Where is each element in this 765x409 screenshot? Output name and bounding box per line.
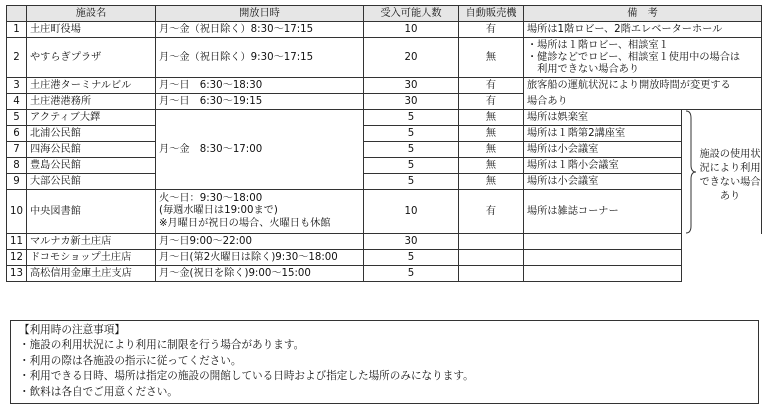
notes-item: ・施設の利用状況により利用に制限を行う場合があります。 bbox=[19, 339, 305, 352]
row-vending bbox=[459, 266, 524, 282]
blank-cell bbox=[682, 234, 762, 250]
header-remarks: 備 考 bbox=[524, 6, 762, 22]
header-capacity: 受入可能人数 bbox=[364, 6, 459, 22]
notes-item: ・飲料は各自でご用意ください。 bbox=[19, 385, 178, 398]
row-name: 高松信用金庫土庄支店 bbox=[27, 266, 156, 282]
table-row bbox=[7, 110, 762, 126]
row-no: 1 bbox=[7, 22, 27, 38]
row-remarks: 場所は娯楽室 bbox=[524, 110, 682, 126]
row-capacity: 30 bbox=[364, 94, 459, 110]
header-no bbox=[7, 6, 27, 22]
row-no: 10 bbox=[7, 190, 27, 234]
table-row bbox=[7, 94, 762, 110]
row-remarks: 場所は1階ロビー、2階エレベーターホール bbox=[524, 22, 762, 38]
row-hours: 月～金（祝日除く）8:30～17:15 bbox=[156, 22, 364, 38]
row-remarks: 旅客船の運航状況により開放時間が変更する bbox=[524, 78, 762, 94]
notes-title: 【利用時の注意事項】 bbox=[19, 324, 125, 336]
row-name: 大部公民館 bbox=[27, 174, 156, 190]
row-no: 4 bbox=[7, 94, 27, 110]
row-hours: 月～日(第2火曜日は除く)9:30～18:00 bbox=[156, 250, 364, 266]
row-vending: 有 bbox=[459, 22, 524, 38]
row-hours: 月～日 6:30～18:30 bbox=[156, 78, 364, 94]
row-name: 豊島公民館 bbox=[27, 158, 156, 174]
table-row bbox=[7, 250, 762, 266]
row-capacity: 5 bbox=[364, 250, 459, 266]
row-remarks: 場所は１階小会議室 bbox=[524, 158, 682, 174]
row-hours: 月～金 8:30～17:00 bbox=[156, 110, 364, 190]
row-remarks: 場所は小会議室 bbox=[524, 174, 682, 190]
row-remarks: 場合あり bbox=[524, 94, 762, 110]
row-vending: 無 bbox=[459, 174, 524, 190]
row-capacity: 20 bbox=[364, 38, 459, 78]
row-name: マルナカ新土庄店 bbox=[27, 234, 156, 250]
table-row bbox=[7, 142, 762, 158]
row-remarks bbox=[524, 250, 682, 266]
table-header-row bbox=[7, 6, 762, 22]
table-row bbox=[7, 158, 762, 174]
row-hours: 月～金（祝日除く）9:30～17:15 bbox=[156, 38, 364, 78]
remarks-line: ・健診などでロビー、相談室１使用中の場合は bbox=[527, 51, 741, 63]
row-capacity: 5 bbox=[364, 174, 459, 190]
row-hours: 月～日9:00～22:00 bbox=[156, 234, 364, 250]
table-row bbox=[7, 126, 762, 142]
remarks-line: 利用できない場合あり bbox=[527, 63, 640, 75]
row-vending: 無 bbox=[459, 110, 524, 126]
row-remarks bbox=[524, 38, 762, 78]
row-name: 北浦公民館 bbox=[27, 126, 156, 142]
row-no: 5 bbox=[7, 110, 27, 126]
table-row bbox=[7, 266, 762, 282]
blank-cell bbox=[682, 266, 762, 282]
row-vending: 無 bbox=[459, 158, 524, 174]
row-hours: 月～日 6:30～19:15 bbox=[156, 94, 364, 110]
row-no: 2 bbox=[7, 38, 27, 78]
row-capacity: 10 bbox=[364, 22, 459, 38]
table-row bbox=[7, 234, 762, 250]
header-name: 施設名 bbox=[27, 6, 156, 22]
row-name: 四海公民館 bbox=[27, 142, 156, 158]
row-name: ドコモショップ土庄店 bbox=[27, 250, 156, 266]
row-no: 11 bbox=[7, 234, 27, 250]
notes-item: ・利用できる日時、場所は指定の施設の開館している日時および指定した場所のみになります。 bbox=[19, 370, 474, 383]
row-capacity: 5 bbox=[364, 266, 459, 282]
row-no: 9 bbox=[7, 174, 27, 190]
remarks-line: ・場所は１階ロビー、相談室１ bbox=[527, 39, 669, 51]
row-no: 6 bbox=[7, 126, 27, 142]
table-row bbox=[7, 38, 762, 78]
usage-notes-box bbox=[10, 320, 759, 404]
header-hours: 開放日時 bbox=[156, 6, 364, 22]
row-no: 7 bbox=[7, 142, 27, 158]
hours-line: 火～日：9:30～18:00 bbox=[159, 192, 263, 204]
row-name: 土庄港ターミナルビル bbox=[27, 78, 156, 94]
row-no: 13 bbox=[7, 266, 27, 282]
hours-line: (毎週水曜日は19:00まで) bbox=[159, 205, 278, 217]
row-remarks: 場所は小会議室 bbox=[524, 142, 682, 158]
row-vending bbox=[459, 234, 524, 250]
group-note: 施設の使用状況により利用できない場合あり bbox=[699, 149, 761, 202]
row-vending: 無 bbox=[459, 142, 524, 158]
row-hours: 月～金(祝日を除く)9:00～15:00 bbox=[156, 266, 364, 282]
row-remarks: 場所は雑誌コーナー bbox=[524, 190, 682, 234]
row-capacity: 5 bbox=[364, 142, 459, 158]
group-note-cell bbox=[682, 110, 762, 234]
row-name: 中央図書館 bbox=[27, 190, 156, 234]
blank-cell bbox=[682, 250, 762, 266]
row-capacity: 5 bbox=[364, 126, 459, 142]
row-no: 3 bbox=[7, 78, 27, 94]
header-vending: 自動販売機 bbox=[459, 6, 524, 22]
brace-icon bbox=[684, 110, 698, 234]
row-capacity: 30 bbox=[364, 234, 459, 250]
row-hours bbox=[156, 190, 364, 234]
row-no: 12 bbox=[7, 250, 27, 266]
row-name: 土庄町役場 bbox=[27, 22, 156, 38]
row-vending: 有 bbox=[459, 78, 524, 94]
row-vending bbox=[459, 250, 524, 266]
row-remarks bbox=[524, 234, 682, 250]
row-vending: 有 bbox=[459, 94, 524, 110]
row-vending: 有 bbox=[459, 190, 524, 234]
notes-item: ・利用の際は各施設の指示に従ってください。 bbox=[19, 354, 242, 367]
row-remarks bbox=[524, 266, 682, 282]
table-row bbox=[7, 190, 762, 234]
row-name: やすらぎプラザ bbox=[27, 38, 156, 78]
row-capacity: 5 bbox=[364, 110, 459, 126]
row-vending: 無 bbox=[459, 38, 524, 78]
row-vending: 無 bbox=[459, 126, 524, 142]
row-no: 8 bbox=[7, 158, 27, 174]
row-name: アクティブ大鐸 bbox=[27, 110, 156, 126]
row-name: 土庄港港務所 bbox=[27, 94, 156, 110]
table-row bbox=[7, 22, 762, 38]
table-row bbox=[7, 174, 762, 190]
row-capacity: 10 bbox=[364, 190, 459, 234]
row-capacity: 5 bbox=[364, 158, 459, 174]
row-capacity: 30 bbox=[364, 78, 459, 94]
table-row bbox=[7, 78, 762, 94]
hours-line: ※月曜日が祝日の場合、火曜日も休館 bbox=[159, 217, 331, 229]
row-remarks: 場所は１階第2講座室 bbox=[524, 126, 682, 142]
facility-table bbox=[6, 5, 762, 282]
